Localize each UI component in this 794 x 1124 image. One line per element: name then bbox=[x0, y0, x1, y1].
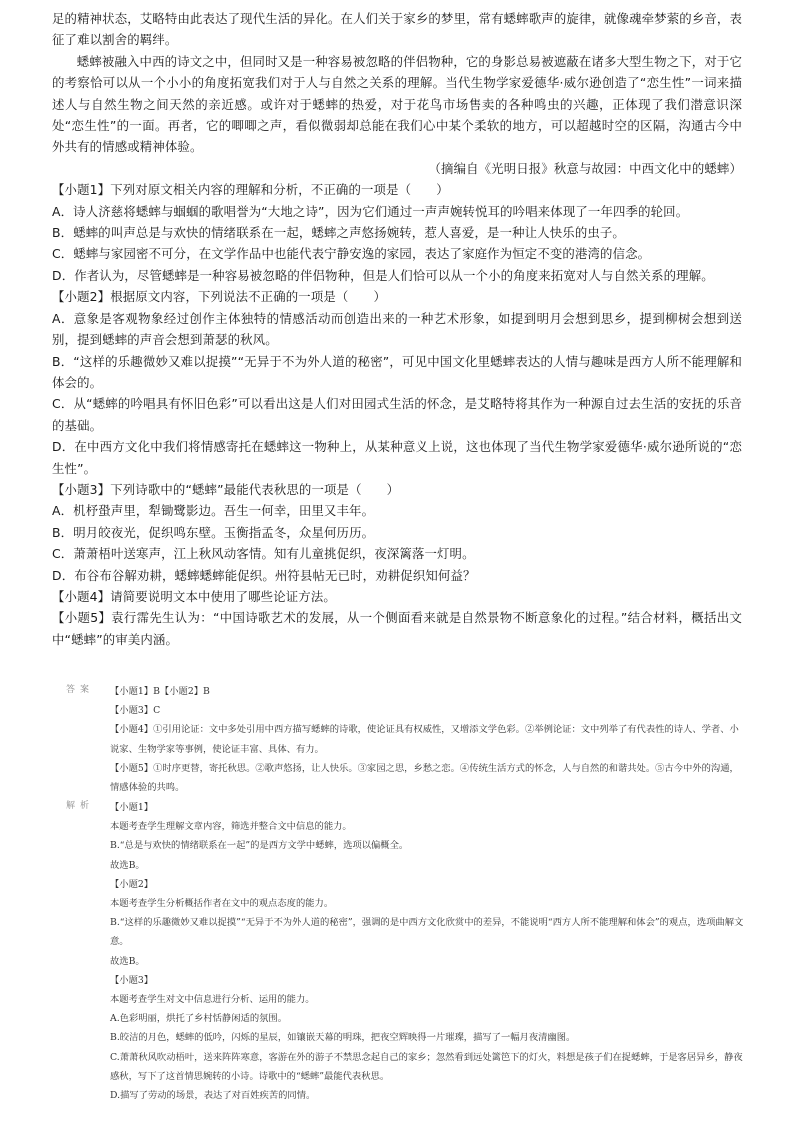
analysis-line: 故选B。 bbox=[110, 859, 145, 871]
question-2-option-c: C．从“蟋蟀的吟唱具有怀旧色彩”可以看出这是人们对田园式生活的怀念，是艾略特将其作为一种源自过去生活的安抚的乐音的基础。 bbox=[52, 396, 742, 433]
analysis-line: D.描写了劳动的场景，表达了对百姓疾苦的同情。 bbox=[110, 1090, 316, 1102]
analysis-line: B.皎洁的月色，蟋蟀的低吟，闪烁的星辰，如镶嵌天幕的明珠，把夜空辉映得一片璀璨，描写了一幅月夜清幽图。 bbox=[110, 1032, 576, 1044]
analysis-line: C.萧萧秋风吹动梧叶，送来阵阵寒意，客游在外的游子不禁思念起自己的家乡；忽然看到远处篱笆下的灯火，料想是孩子们在捉蟋蟀，于是客居异乡，静夜感秋，写下了这首情思婉转的小诗。诗歌中的“蟋蟀”最能代表秋思。 bbox=[110, 1051, 743, 1082]
analysis-line: 【小题3】 bbox=[110, 974, 154, 986]
analysis-section bbox=[66, 798, 746, 1105]
main-text bbox=[52, 8, 742, 650]
question-3-option-b: B．明月皎夜光，促织鸣东壁。玉衡指孟冬，众星何历历。 bbox=[52, 524, 375, 540]
analysis-line: 本题考查学生理解文章内容，筛选并整合文中信息的能力。 bbox=[110, 821, 352, 833]
analysis-body bbox=[110, 798, 746, 1105]
answer-section bbox=[66, 682, 746, 797]
question-1-option-a: A．诗人济慈将蟋蟀与蝈蝈的歌唱誉为“大地之诗”，因为它们通过一声声婉转悦耳的吟唱来体现了一年四季的轮回。 bbox=[52, 203, 689, 219]
question-3-option-d: D．布谷布谷解劝耕，蟋蟀蟋蟀能促织。州符县帖无已时，劝耕促织知何益？ bbox=[52, 567, 476, 583]
question-2-option-b: B．“这样的乐趣微妙又难以捉摸”“无异于不为外人道的秘密”，可见中国文化里蟋蟀表达的人情与趣味是西方人所不能理解和体会的。 bbox=[52, 353, 742, 390]
analysis-line: A.色彩明丽，烘托了乡村恬静闲适的氛围。 bbox=[110, 1013, 288, 1025]
paragraph-continued: 足的精神状态，艾略特由此表达了现代生活的异化。在人们关于家乡的梦里，常有蟋蟀歌声的旋律，就像魂牵梦萦的乡音，表征了难以割舍的羁绊。 bbox=[52, 11, 742, 48]
question-2-option-d: D．在中西方文化中我们将情感寄托在蟋蟀这一物种上，从某种意义上说，这也体现了当代生物学家爱德华·威尔逊所说的“恋生性”。 bbox=[52, 439, 742, 476]
question-1-option-c: C．蟋蟀与家园密不可分，在文学作品中也能代表宁静安逸的家园，表达了家庭作为恒定不变的港湾的信念。 bbox=[52, 246, 651, 262]
question-3-option-a: A．机杼蛩声里，犁锄鹭影边。吾生一何幸，田里又丰年。 bbox=[52, 503, 375, 519]
question-3-stem: 【小题3】下列诗歌中的“蟋蟀”最能代表秋思的一项是（ ） bbox=[52, 481, 400, 497]
question-1-option-d: D．作者认为，尽管蟋蟀是一种容易被忽略的伴侣物种，但是人们恰可以从一个小的角度来拓宽对人与自然关系的理解。 bbox=[52, 267, 714, 283]
analysis-line: 【小题2】 bbox=[110, 878, 154, 890]
answer-tag: 答案 bbox=[66, 685, 95, 695]
analysis-line: 故选B。 bbox=[110, 955, 145, 967]
answer-body bbox=[110, 682, 746, 797]
answer-line: 【小题1】B【小题2】B bbox=[110, 686, 210, 697]
paragraph-cricket: 蟋蟀被融入中西的诗文之中，但同时又是一种容易被忽略的伴侣物种，它的身影总易被遮蔽在诸多大型生物之下，对于它的考察恰可以从一个小小的角度拓宽我们对于人与自然之关系的理解。当代生物学家爱德华·威尔逊创造了“恋生性”一词来描述人与自然生物之间天然的亲近感。或许对于蟋蟀的热爱，对于花鸟市场售卖的各种鸣虫的兴趣，正体现了我们潜意识深处“恋生性”的一面。再者，它的唧唧之声，看似微弱却总能在我们心中某个柔软的地方，可以超越时空的区隔，沟通古今中外共有的情感或精神体验。 bbox=[52, 53, 742, 155]
question-1-option-b: B．蟋蟀的叫声总是与欢快的情绪联系在一起，蟋蟀之声悠扬婉转，惹人喜爱，是一种让人快乐的虫子。 bbox=[52, 225, 625, 241]
source-citation: （摘编自《光明日报》秋意与故园：中西文化中的蟋蟀） bbox=[428, 160, 742, 176]
question-1-stem: 【小题1】下列对原文相关内容的理解和分析，不正确的一项是（ ） bbox=[52, 182, 449, 198]
question-2-stem: 【小题2】根据原文内容，下列说法不正确的一项是（ ） bbox=[52, 289, 387, 305]
analysis-line: 本题考查学生分析概括作者在文中的观点态度的能力。 bbox=[110, 898, 334, 910]
question-2-option-a: A．意象是客观物象经过创作主体独特的情感活动而创造出来的一种艺术形象，如提到明月会想到思乡，提到柳树会想到送别，提到蟋蟀的声音会想到萧瑟的秋风。 bbox=[52, 310, 742, 348]
answer-line: 【小题5】①时序更替，寄托秋思。②歌声悠扬，让人快乐。③家园之思，乡愁之恋。④传统生活方式的怀念，人与自然的和谐共处。⑤古今中外的沟通，情感体验的共鸣。 bbox=[110, 762, 739, 794]
question-4-stem: 【小题4】请简要说明文本中使用了哪些论证方法。 bbox=[52, 588, 336, 604]
answer-line: 【小题3】C bbox=[110, 705, 161, 717]
analysis-line: 【小题1】 bbox=[110, 802, 154, 813]
analysis-tag: 解析 bbox=[66, 801, 95, 811]
answer-line: 【小题4】①引用论证：文中多处引用中西方描写蟋蟀的诗歌，使论证具有权威性，又增添文学色彩。②举例论证：文中列举了有代表性的诗人、学者、小说家、生物学家等事例，使论证丰富、具体、有力。 bbox=[110, 724, 739, 755]
analysis-line: B.“总是与欢快的情绪联系在一起”的是西方文学中蟋蟀，选项以偏概全。 bbox=[110, 840, 409, 852]
question-3-option-c: C．萧萧梧叶送寒声，江上秋风动客情。知有儿童挑促织，夜深篱落一灯明。 bbox=[52, 546, 475, 562]
analysis-line: 本题考查学生对文中信息进行分析、运用的能力。 bbox=[110, 994, 315, 1006]
analysis-line: B.“这样的乐趣微妙又难以捉摸”“无异于不为外人道的秘密”，强调的是中西方文化欣赏中的差异，不能说明“西方人所不能理解和体会”的观点，选项曲解文意。 bbox=[110, 917, 744, 948]
question-5-stem: 【小题5】袁行霈先生认为：“中国诗歌艺术的发展，从一个侧面看来就是自然景物不断意象化的过程。”结合材料，概括出文中“蟋蟀”的审美内涵。 bbox=[52, 610, 742, 647]
